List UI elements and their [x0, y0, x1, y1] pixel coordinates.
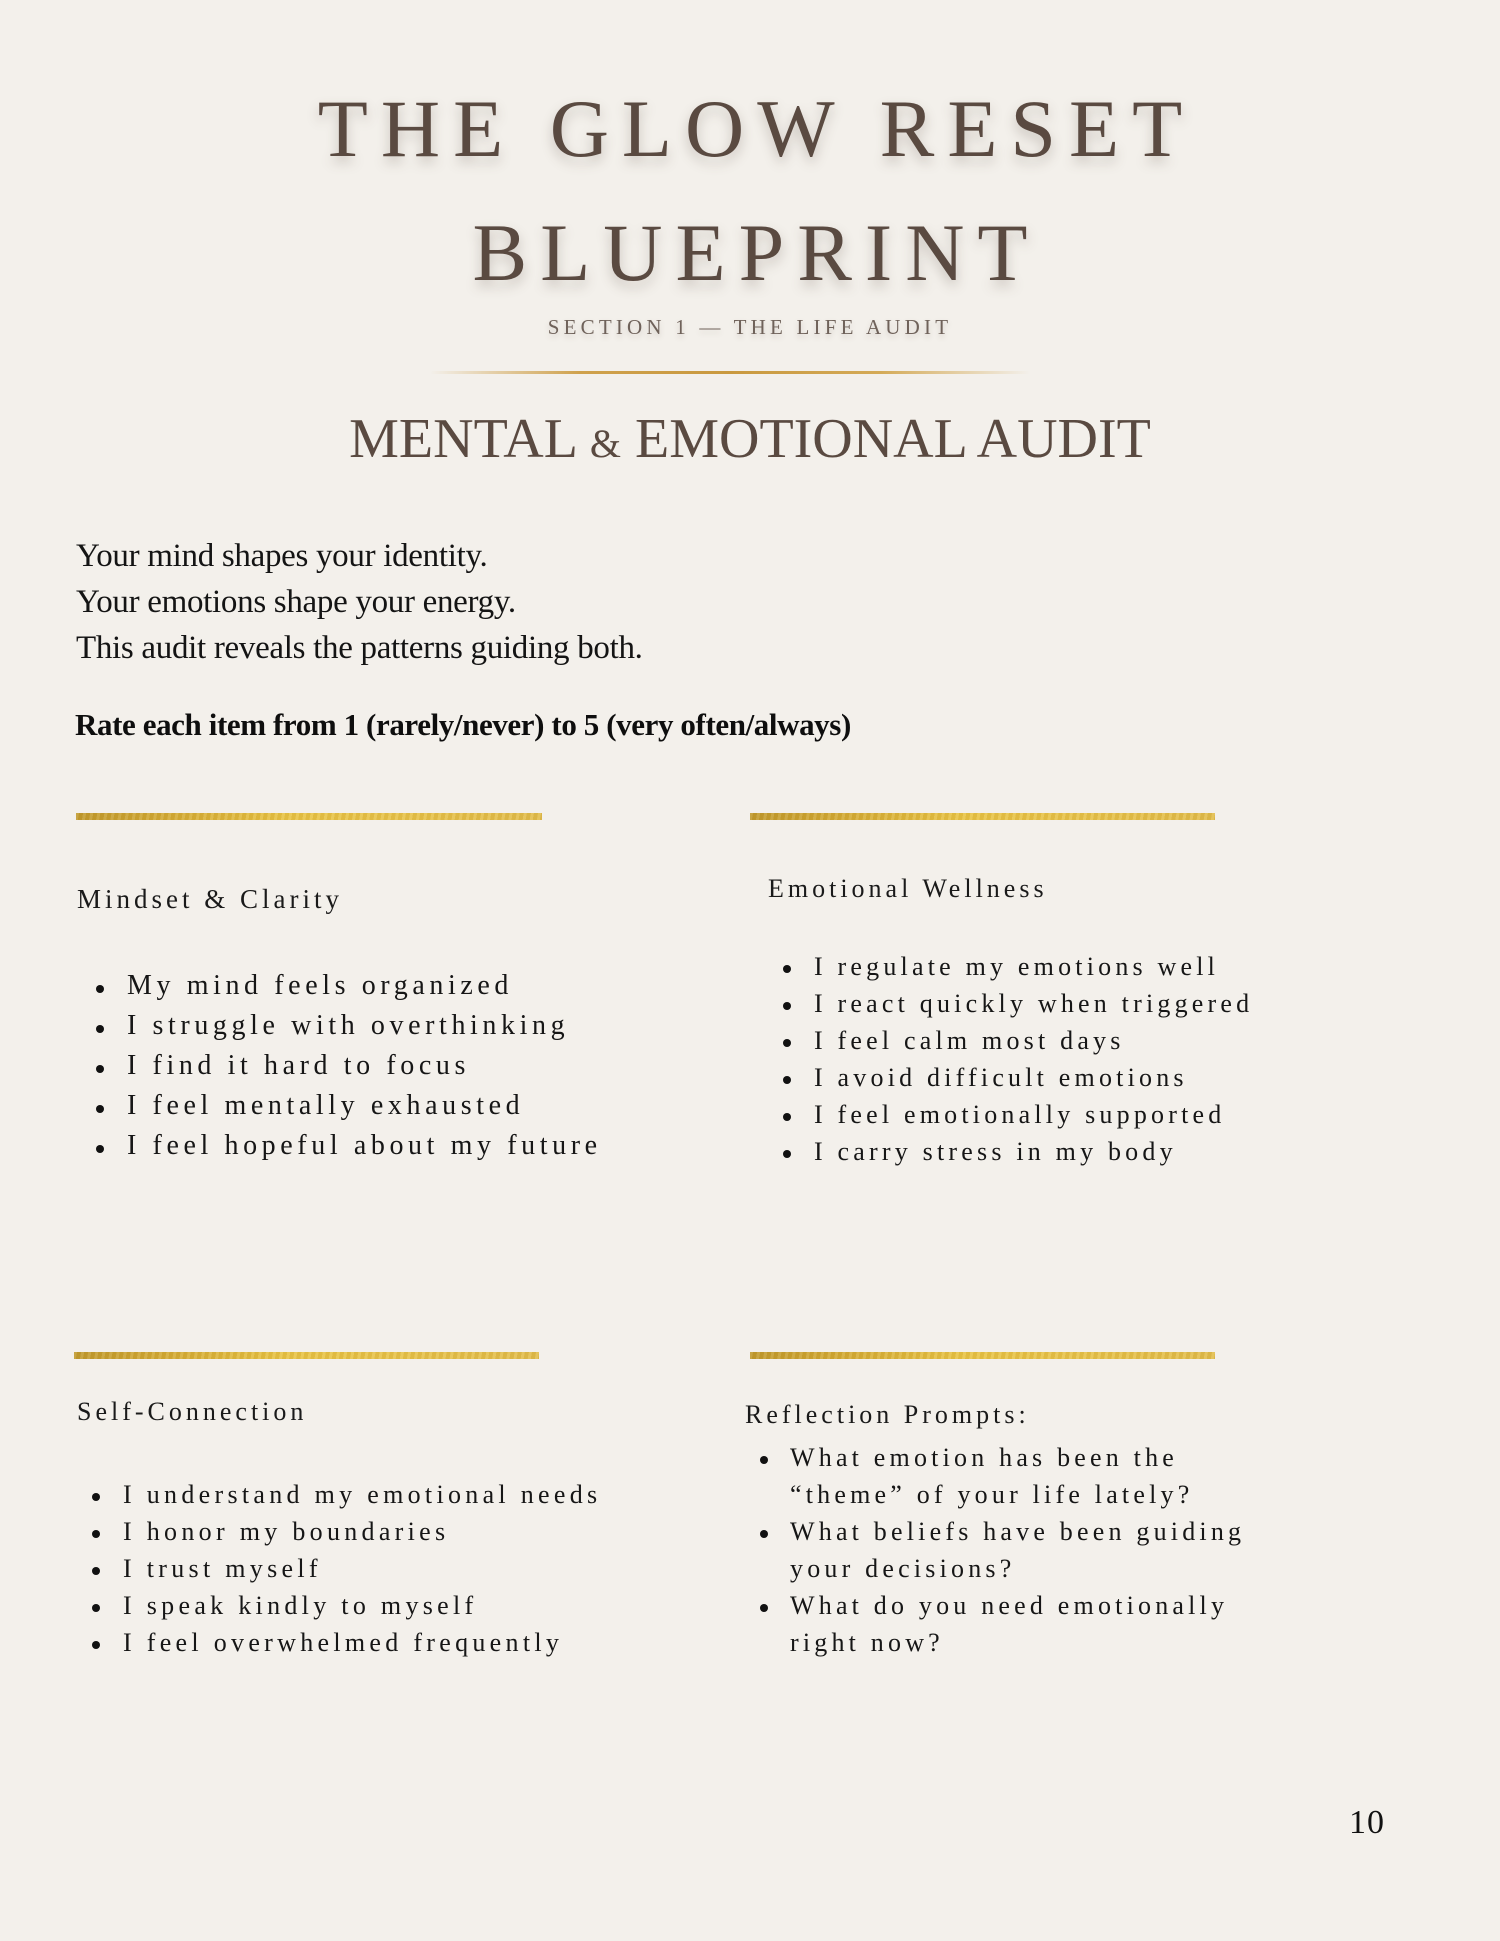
card-title-reflection-prompts: Reflection Prompts: [745, 1400, 1030, 1429]
list-item: I struggle with overthinking [127, 1006, 602, 1046]
intro-line: This audit reveals the patterns guiding both. [76, 630, 643, 666]
bullet-icon [92, 1567, 100, 1575]
list-item: I carry stress in my body [814, 1133, 1253, 1170]
heading-ampersand: & [589, 421, 621, 466]
heading-part-2: EMOTIONAL AUDIT [635, 408, 1151, 470]
bullet-icon [760, 1530, 768, 1538]
bullet-icon [96, 1145, 104, 1153]
card-title-self-connection: Self-Connection [77, 1397, 308, 1426]
gold-divider-bar [74, 1352, 539, 1359]
bullet-icon [783, 1150, 791, 1158]
bullet-icon [92, 1604, 100, 1612]
bullet-icon [783, 1076, 791, 1084]
bullet-icon [96, 1105, 104, 1113]
bullet-icon [92, 1493, 100, 1501]
list-item: I react quickly when triggered [814, 985, 1253, 1022]
document-title-line-1 [0, 83, 1500, 174]
bullet-icon [96, 1025, 104, 1033]
header-divider [430, 371, 1030, 374]
section-heading [0, 408, 1500, 470]
bullet-icon [783, 965, 791, 973]
page-number: 10 [1349, 1804, 1385, 1841]
bullet-icon [92, 1641, 100, 1649]
list-item: What emotion has been the “theme” of your life lately? [790, 1439, 1330, 1513]
document-title-line-2 [0, 207, 1500, 298]
list-item: I find it hard to focus [127, 1046, 602, 1086]
list-item: What do you need emotionally right now? [790, 1587, 1330, 1661]
heading-part-1: MENTAL [349, 408, 576, 470]
checklist-mindset-clarity [127, 966, 602, 1166]
section-subtitle: SECTION 1 — THE LIFE AUDIT [547, 315, 953, 339]
list-item: I speak kindly to myself [123, 1587, 601, 1624]
checklist-self-connection [123, 1476, 601, 1661]
rating-instruction: Rate each item from 1 (rarely/never) to 5 (very often/always) [75, 707, 851, 742]
title-text: THE GLOW RESET [317, 83, 1196, 174]
card-title-mindset-clarity: Mindset & Clarity [77, 884, 343, 914]
intro-line: Your mind shapes your identity. [76, 538, 488, 574]
list-item: I feel overwhelmed frequently [123, 1624, 601, 1661]
checklist-emotional-wellness [814, 948, 1253, 1170]
list-item: I avoid difficult emotions [814, 1059, 1253, 1096]
gold-divider-bar [750, 1352, 1215, 1359]
card-title-emotional-wellness: Emotional Wellness [768, 874, 1048, 903]
gold-divider-bar [76, 813, 542, 820]
list-item: I feel hopeful about my future [127, 1126, 602, 1166]
title-text: BLUEPRINT [472, 207, 1041, 298]
list-item: I feel calm most days [814, 1022, 1253, 1059]
bullet-icon [783, 1113, 791, 1121]
list-item: What beliefs have been guiding your decisions? [790, 1513, 1330, 1587]
bullet-icon [92, 1530, 100, 1538]
intro-line: Your emotions shape your energy. [76, 584, 516, 620]
list-item: I trust myself [123, 1550, 601, 1587]
bullet-icon [760, 1604, 768, 1612]
bullet-icon [783, 1002, 791, 1010]
list-item: I honor my boundaries [123, 1513, 601, 1550]
list-item: I feel mentally exhausted [127, 1086, 602, 1126]
list-item: My mind feels organized [127, 966, 602, 1006]
bullet-icon [783, 1039, 791, 1047]
bullet-icon [760, 1456, 768, 1464]
gold-divider-bar [750, 813, 1215, 820]
reflection-prompts-list [790, 1439, 1330, 1661]
bullet-icon [96, 985, 104, 993]
list-item: I understand my emotional needs [123, 1476, 601, 1513]
list-item: I regulate my emotions well [814, 948, 1253, 985]
bullet-icon [96, 1065, 104, 1073]
list-item: I feel emotionally supported [814, 1096, 1253, 1133]
